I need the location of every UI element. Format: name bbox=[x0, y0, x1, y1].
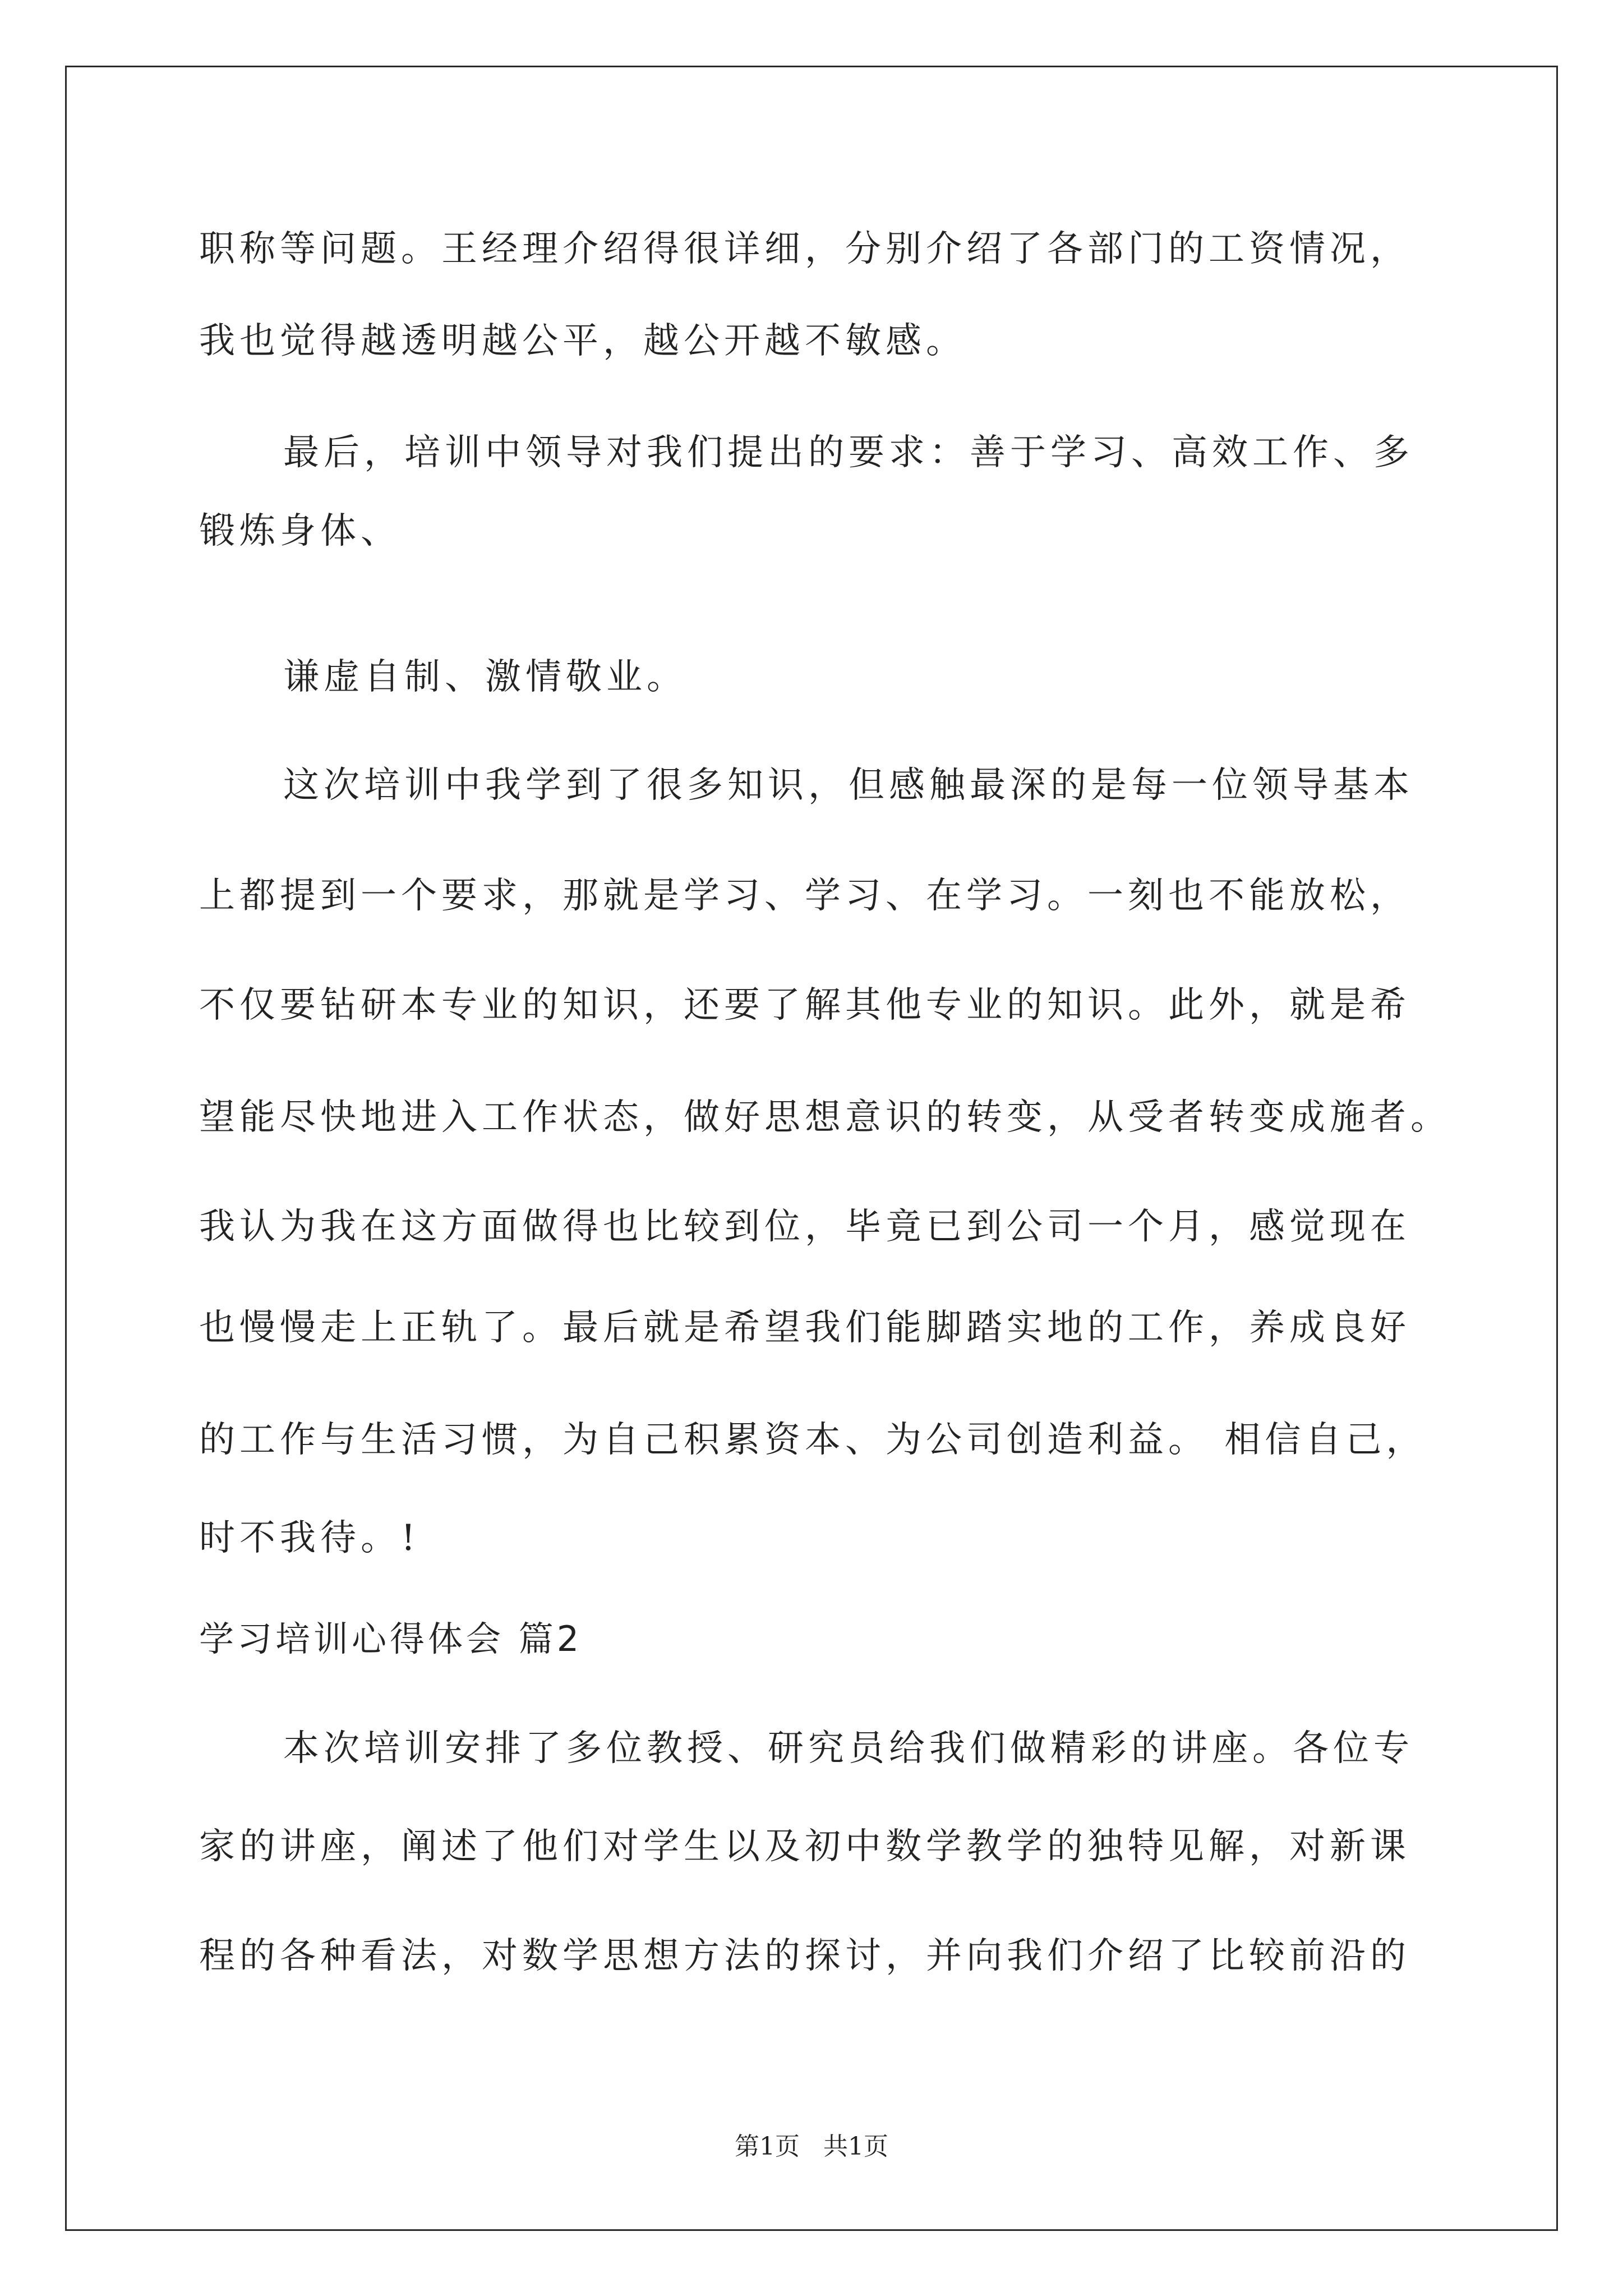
paragraph-line: 时不我待。! bbox=[199, 1517, 420, 1559]
page-footer: 第1页 共1页 bbox=[735, 2132, 888, 2161]
paragraph-line: 职称等问题。王经理介绍得很详细，分别介绍了各部门的工资情况， bbox=[199, 228, 1410, 270]
paragraph-line: 我认为我在这方面做得也比较到位，毕竟已到公司一个月，感觉现在 bbox=[199, 1206, 1410, 1248]
paragraph-line: 也慢慢走上正轨了。最后就是希望我们能脚踏实地的工作，养成良好 bbox=[199, 1307, 1410, 1349]
page-border bbox=[65, 66, 1558, 2231]
paragraph-line: 家的讲座，阐述了他们对学生以及初中数学教学的独特见解，对新课 bbox=[199, 1826, 1410, 1867]
paragraph-line: 望能尽快地进入工作状态，做好思想意识的转变，从受者转变成施者。 bbox=[199, 1097, 1451, 1138]
paragraph-line: 本次培训安排了多位教授、研究员给我们做精彩的讲座。各位专 bbox=[283, 1728, 1414, 1769]
paragraph-line: 上都提到一个要求，那就是学习、学习、在学习。一刻也不能放松， bbox=[199, 875, 1410, 917]
section-heading: 学习培训心得体会 篇2 bbox=[199, 1618, 583, 1659]
paragraph-line: 不仅要钻研本专业的知识，还要了解其他专业的知识。此外，就是希 bbox=[199, 984, 1410, 1026]
paragraph-line: 我也觉得越透明越公平，越公开越不敏感。 bbox=[199, 320, 966, 362]
paragraph-line: 谦虚自制、激情敬业。 bbox=[283, 656, 687, 698]
paragraph-line: 最后，培训中领导对我们提出的要求：善于学习、高效工作、多 bbox=[283, 432, 1414, 473]
paragraph-line: 锻炼身体、 bbox=[199, 510, 401, 552]
paragraph-line: 程的各种看法，对数学思想方法的探讨，并向我们介绍了比较前沿的 bbox=[199, 1935, 1410, 1977]
paragraph-line: 的工作与生活习惯，为自己积累资本、为公司创造利益。 相信自己， bbox=[199, 1419, 1427, 1461]
paragraph-line: 这次培训中我学到了很多知识，但感触最深的是每一位领导基本 bbox=[283, 765, 1414, 806]
